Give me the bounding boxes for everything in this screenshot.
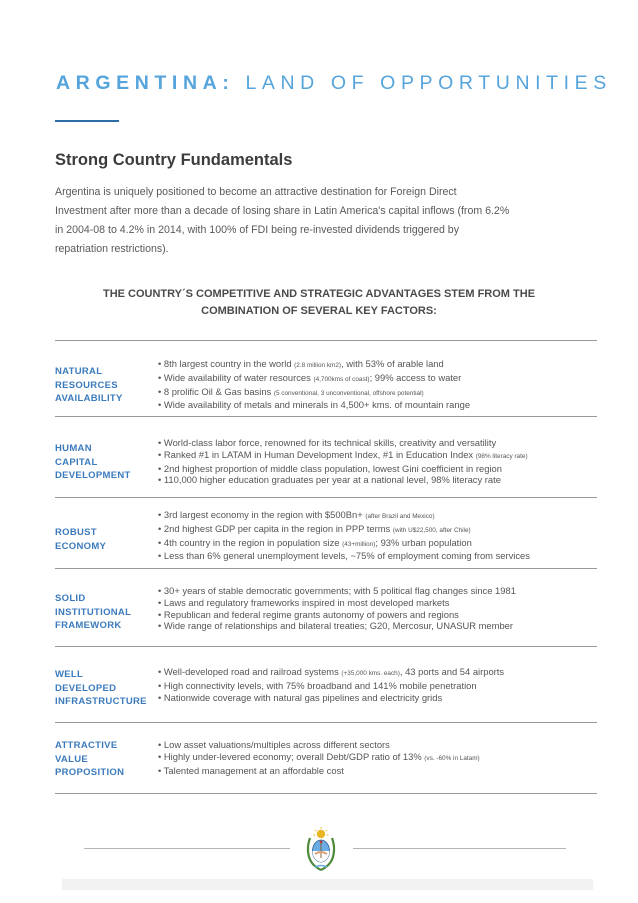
factor-label-line: ROBUST (55, 527, 97, 538)
bullet-item (158, 680, 598, 692)
factor-label-line: INFRASTRUCTURE (55, 696, 147, 708)
bullet-text-after: ; 93% urban population (375, 536, 472, 548)
bullet-text: Wide availability of metals and minerals in 4,500+ kms. of mountain range (163, 399, 471, 411)
factor-label-line: FRAMEWORK (55, 620, 122, 632)
table-divider (55, 646, 597, 647)
section-heading: Strong Country Fundamentals (55, 151, 293, 169)
bullet-text: Wide range of relationships and bilateral treaties; G20, Mercosur, UNASUR member (163, 620, 513, 632)
factor-label-infrastructure (55, 668, 147, 709)
bullet-text-after: , 43 ports and 54 airports (399, 666, 505, 677)
bullet-item (158, 372, 598, 386)
bullet-item (158, 620, 598, 632)
bullet-item (158, 739, 598, 751)
bullet-note: (with U$22,500, after Chile) (392, 526, 471, 534)
lead-statement (40, 286, 598, 319)
bullet-note: (+35,000 kms. each) (341, 670, 400, 677)
page-title (56, 72, 612, 95)
bullet-item (158, 449, 598, 463)
factor-bullets-robust-economy (158, 509, 598, 562)
bullet-item (158, 358, 598, 372)
bullet-item (158, 437, 598, 449)
table-divider (55, 340, 597, 341)
bullet-item (158, 474, 598, 486)
factor-bullets-natural-resources (158, 358, 598, 411)
factor-label-line: PROPOSITION (55, 767, 125, 779)
factor-label-line: VALUE (55, 753, 88, 765)
bullet-text: Ranked #1 in LATAM in Human Development Index, #1 in Education Index (163, 448, 474, 460)
bullet-item (158, 399, 598, 411)
bullet-item (158, 609, 598, 621)
factor-label-line: ATTRACTIVE (55, 740, 118, 751)
bullet-text: 8 prolific Oil & Gas basins (163, 385, 272, 397)
bullet-text: 3rd largest economy in the region with $500Bn+ (163, 509, 363, 520)
bullet-item (158, 666, 598, 680)
bullet-text: 2nd highest GDP per capita in the region in PPP terms (163, 522, 391, 534)
bullet-note: (2.8 million km2) (294, 362, 342, 369)
factor-label-robust-economy (55, 526, 147, 553)
page-title-country: ARGENTINA: (56, 72, 235, 94)
bullet-item (158, 765, 598, 777)
bullet-item (158, 509, 598, 523)
bullet-item (158, 463, 598, 475)
bullet-note: (5 conventional, 3 unconventional, offshore potential) (273, 389, 424, 397)
factor-label-line: ECONOMY (55, 540, 107, 552)
footer-band (62, 879, 593, 890)
factor-label-line: NATURAL (55, 366, 103, 377)
bullet-text: Nationwide coverage with natural gas pipelines and electricity grids (163, 691, 443, 703)
intro-line: repatriation restrictions). (55, 243, 169, 255)
intro-line: Investment after more than a decade of losing share in Latin America's capital inflows (from 6.2% (55, 205, 510, 217)
factor-label-natural-resources (55, 365, 147, 406)
bullet-text: Wide availability of water resources (163, 371, 311, 383)
bullet-item (158, 585, 598, 597)
footer-rule-left (84, 848, 290, 849)
footer-rule-right (353, 848, 566, 849)
factor-label-line: WELL (55, 669, 84, 680)
bullet-text: World-class labor force, renowned for its technical skills, creativity and versatility (163, 437, 497, 448)
bullet-note: (4,700kms of coast) (313, 375, 370, 383)
table-divider (55, 722, 597, 723)
bullet-text: 110,000 higher education graduates per year at a national level, 98% literacy rate (163, 474, 501, 486)
factor-label-institutional-framework (55, 592, 147, 633)
lead-line: THE COUNTRY´S COMPETITIVE AND STRATEGIC ADVANTAGES STEM FROM THE (102, 288, 536, 300)
factor-label-line: INSTITUTIONAL (55, 606, 132, 618)
bullet-text: 4th country in the region in population size (163, 536, 340, 548)
factor-label-line: DEVELOPED (55, 682, 117, 694)
bullet-item (158, 597, 598, 609)
factor-label-line: RESOURCES (55, 379, 118, 391)
factor-label-line: DEVELOPMENT (55, 470, 131, 482)
bullet-note: (vs. -60% in Latam) (424, 754, 480, 762)
bullet-item (158, 550, 598, 562)
intro-paragraph (55, 183, 595, 259)
factor-bullets-value-proposition (158, 739, 598, 776)
factor-label-human-capital (55, 442, 147, 483)
factor-label-line: SOLID (55, 593, 86, 604)
factor-label-value-proposition (55, 739, 147, 780)
bullet-text: Highly under-levered economy; overall Debt/GDP ratio of 13% (163, 750, 422, 762)
table-divider (55, 416, 597, 417)
bullet-text: Laws and regulatory frameworks inspired in most developed markets (163, 596, 450, 608)
argentina-coat-of-arms-icon (306, 826, 336, 872)
table-divider (55, 497, 597, 498)
bullet-note: (98% literacy rate) (475, 452, 528, 460)
table-divider (55, 568, 597, 569)
bullet-text: Well-developed road and railroad systems (163, 666, 339, 677)
lead-line: COMBINATION OF SEVERAL KEY FACTORS: (201, 304, 437, 317)
bullet-text: 8th largest country in the world (163, 358, 292, 369)
bullet-text-after: ; 99% access to water (369, 371, 462, 383)
table-divider (55, 793, 597, 794)
bullet-item (158, 751, 598, 765)
factor-bullets-human-capital (158, 437, 598, 486)
intro-line: in 2004-08 to 4.2% in 2014, with 100% of FDI being re-invested dividends triggered by (55, 224, 459, 236)
bullet-text: High connectivity levels, with 75% broadband and 141% mobile penetration (163, 679, 477, 691)
bullet-text: 30+ years of stable democratic governments; with 5 political flag changes since 1981 (163, 585, 516, 596)
bullet-text-after: , with 53% of arable land (341, 358, 444, 369)
factor-bullets-institutional-framework (158, 585, 598, 632)
bullet-text: 2nd highest proportion of middle class population, lowest Gini coefficient in region (163, 462, 502, 474)
title-underline (55, 120, 119, 122)
bullet-note: (43+million) (342, 540, 376, 548)
factor-bullets-infrastructure (158, 666, 598, 703)
bullet-item (158, 523, 598, 537)
factor-label-line: CAPITAL (55, 456, 98, 468)
bullet-item (158, 537, 598, 551)
intro-line: Argentina is uniquely positioned to become an attractive destination for Foreign Direct (55, 186, 457, 198)
factor-label-line: AVAILABILITY (55, 393, 123, 405)
bullet-text: Talented management at an affordable cost (163, 764, 344, 776)
bullet-text: Low asset valuations/multiples across different sectors (163, 739, 390, 750)
bullet-item (158, 692, 598, 704)
page-title-tagline: LAND OF OPPORTUNITIES (245, 72, 612, 94)
factor-label-line: HUMAN (55, 443, 92, 454)
bullet-text: Less than 6% general unemployment levels, ~75% of employment coming from services (163, 550, 530, 562)
bullet-text: Republican and federal regime grants autonomy of powers and regions (163, 608, 459, 620)
bullet-note: (after Brazil and Mexico) (365, 513, 435, 520)
bullet-item (158, 386, 598, 400)
